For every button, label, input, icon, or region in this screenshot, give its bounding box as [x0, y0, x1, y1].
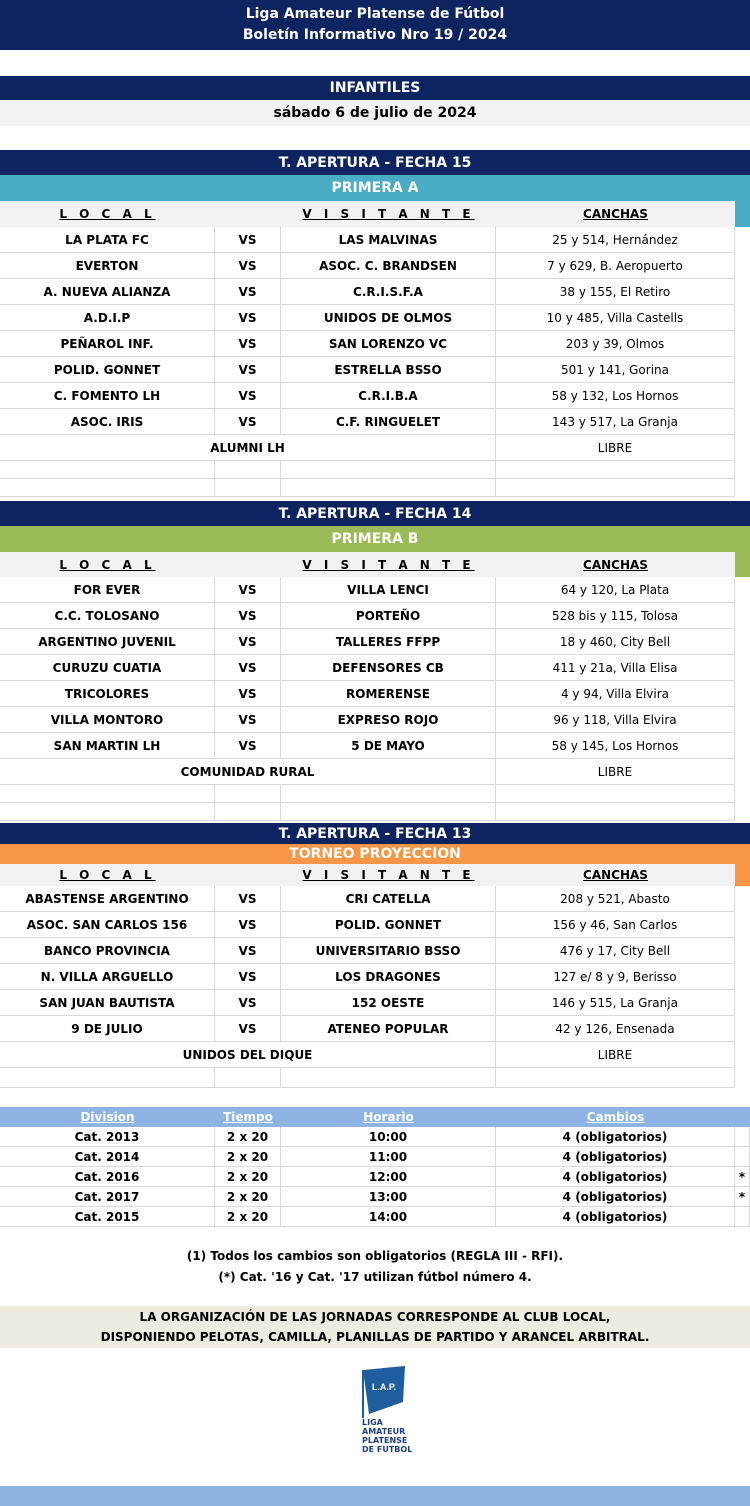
- local-team: C. FOMENTO LH: [0, 383, 215, 408]
- visiting-team: LOS DRAGONES: [281, 964, 496, 989]
- division-title-2: PRIMERA B: [0, 526, 750, 552]
- vs-label: VS: [215, 383, 281, 408]
- field-location: 146 y 515, La Granja: [496, 990, 735, 1015]
- empty-row: [0, 803, 735, 821]
- vs-label: VS: [215, 681, 281, 706]
- division-color-bar: [735, 552, 750, 577]
- note-ball-size: (*) Cat. '16 y Cat. '17 utilizan fútbol número 4.: [218, 1270, 532, 1284]
- vs-label: VS: [215, 409, 281, 434]
- category-row: [0, 1207, 750, 1227]
- bulletin-number: Boletín Informativo Nro 19 / 2024: [242, 27, 508, 43]
- vs-label: VS: [215, 577, 281, 602]
- local-team: VILLA MONTORO: [0, 707, 215, 732]
- category-time: 2 x 20: [215, 1207, 281, 1226]
- bye-row: [0, 759, 735, 785]
- match-row: [0, 357, 735, 383]
- category-time: 2 x 20: [215, 1147, 281, 1166]
- note-changes: (1) Todos los cambios son obligatorios (REGLA III - RFI).: [186, 1249, 564, 1263]
- category-changes: 4 (obligatorios): [496, 1167, 735, 1186]
- vs-label: VS: [215, 629, 281, 654]
- league-name: Liga Amateur Platense de Fútbol: [245, 6, 505, 22]
- empty-row: [0, 461, 735, 479]
- visiting-team: 5 DE MAYO: [281, 733, 496, 758]
- category-time: 2 x 20: [215, 1127, 281, 1146]
- field-location: 208 y 521, Abasto: [496, 886, 735, 911]
- category-row: [0, 1187, 750, 1207]
- category-changes: 4 (obligatorios): [496, 1127, 735, 1146]
- field-location: 58 y 132, Los Hornos: [496, 383, 735, 408]
- field-location: 10 y 485, Villa Castells: [496, 305, 735, 330]
- category-division: Cat. 2015: [0, 1207, 215, 1226]
- bye-team: COMUNIDAD RURAL: [0, 759, 496, 784]
- field-location: 203 y 39, Olmos: [496, 331, 735, 356]
- field-location: 38 y 155, El Retiro: [496, 279, 735, 304]
- category-time: 2 x 20: [215, 1167, 281, 1186]
- category-mark: [735, 1127, 750, 1146]
- vs-label: VS: [215, 253, 281, 278]
- local-team: C.C. TOLOSANO: [0, 603, 215, 628]
- field-location: 18 y 460, City Bell: [496, 629, 735, 654]
- vs-label: VS: [215, 305, 281, 330]
- category-mark: [735, 1207, 750, 1226]
- match-row: [0, 603, 735, 629]
- vs-label: VS: [215, 227, 281, 252]
- match-row: [0, 305, 735, 331]
- local-team: LA PLATA FC: [0, 227, 215, 252]
- field-location: 42 y 126, Ensenada: [496, 1016, 735, 1041]
- vs-label: VS: [215, 655, 281, 680]
- logo-text: LIGA AMATEUR PLATENSE DE FUTBOL: [362, 1418, 413, 1454]
- match-row: [0, 253, 735, 279]
- field-location: 4 y 94, Villa Elvira: [496, 681, 735, 706]
- match-row: [0, 279, 735, 305]
- category-division: Cat. 2014: [0, 1147, 215, 1166]
- visiting-team: ATENEO POPULAR: [281, 1016, 496, 1041]
- match-row: [0, 733, 735, 759]
- empty-row: [0, 1068, 735, 1088]
- local-team: EVERTON: [0, 253, 215, 278]
- local-team: ASOC. IRIS: [0, 409, 215, 434]
- fecha-title-3: T. APERTURA - FECHA 13: [0, 823, 750, 844]
- division-color-bar: [735, 864, 750, 886]
- vs-label: VS: [215, 990, 281, 1015]
- match-row: [0, 577, 735, 603]
- visiting-team: C.F. RINGUELET: [281, 409, 496, 434]
- match-row: [0, 990, 735, 1016]
- vs-label: VS: [215, 707, 281, 732]
- category-row: [0, 1127, 750, 1147]
- field-location: 7 y 629, B. Aeropuerto: [496, 253, 735, 278]
- match-row: [0, 886, 735, 912]
- category-mark: *: [735, 1187, 750, 1206]
- local-team: TRICOLORES: [0, 681, 215, 706]
- category-title: INFANTILES: [0, 76, 750, 100]
- local-team: N. VILLA ARGUELLO: [0, 964, 215, 989]
- division-title-3: TORNEO PROYECCION: [0, 844, 750, 864]
- local-team: SAN JUAN BAUTISTA: [0, 990, 215, 1015]
- local-team: PEÑAROL INF.: [0, 331, 215, 356]
- column-headers: L O C A L V I S I T A N T E CANCHAS: [0, 201, 735, 227]
- local-team: ASOC. SAN CARLOS 156: [0, 912, 215, 937]
- field-location: 501 y 141, Gorina: [496, 357, 735, 382]
- field-location: 476 y 17, City Bell: [496, 938, 735, 963]
- match-row: [0, 629, 735, 655]
- vs-label: VS: [215, 938, 281, 963]
- field-location: 143 y 517, La Granja: [496, 409, 735, 434]
- visiting-team: ASOC. C. BRANDSEN: [281, 253, 496, 278]
- local-team: 9 DE JULIO: [0, 1016, 215, 1041]
- local-team: BANCO PROVINCIA: [0, 938, 215, 963]
- visiting-team: LAS MALVINAS: [281, 227, 496, 252]
- bye-label: LIBRE: [496, 435, 735, 460]
- vs-label: VS: [215, 331, 281, 356]
- visiting-team: POLID. GONNET: [281, 912, 496, 937]
- vs-label: VS: [215, 357, 281, 382]
- category-row: [0, 1167, 750, 1187]
- empty-row: [0, 479, 735, 497]
- visiting-team: UNIDOS DE OLMOS: [281, 305, 496, 330]
- visiting-team: UNIVERSITARIO BSSO: [281, 938, 496, 963]
- fecha-title-1: T. APERTURA - FECHA 15: [0, 150, 750, 175]
- category-schedule: 11:00: [281, 1147, 496, 1166]
- match-row: [0, 912, 735, 938]
- visiting-team: C.R.I.S.F.A: [281, 279, 496, 304]
- match-row: [0, 681, 735, 707]
- logo-badge-text: L.A.P.: [371, 1382, 397, 1392]
- vs-label: VS: [215, 912, 281, 937]
- category-division: Cat. 2016: [0, 1167, 215, 1186]
- bulletin-header: [0, 0, 750, 50]
- fecha-title-2: T. APERTURA - FECHA 14: [0, 501, 750, 526]
- match-row: [0, 655, 735, 681]
- local-team: POLID. GONNET: [0, 357, 215, 382]
- field-location: 58 y 145, Los Hornos: [496, 733, 735, 758]
- field-location: 411 y 21a, Villa Elisa: [496, 655, 735, 680]
- category-schedule: 10:00: [281, 1127, 496, 1146]
- field-location: 96 y 118, Villa Elvira: [496, 707, 735, 732]
- match-row: [0, 409, 735, 435]
- bye-team: ALUMNI LH: [0, 435, 496, 460]
- match-row: [0, 383, 735, 409]
- visiting-team: DEFENSORES CB: [281, 655, 496, 680]
- local-team: A. NUEVA ALIANZA: [0, 279, 215, 304]
- vs-label: VS: [215, 964, 281, 989]
- categories-header: Division Tiempo Horario Cambios: [0, 1107, 750, 1127]
- field-location: 156 y 46, San Carlos: [496, 912, 735, 937]
- category-schedule: 12:00: [281, 1167, 496, 1186]
- footer-bar: [0, 1486, 750, 1506]
- visiting-team: TALLERES FFPP: [281, 629, 496, 654]
- local-team: SAN MARTIN LH: [0, 733, 215, 758]
- field-location: 528 bis y 115, Tolosa: [496, 603, 735, 628]
- bye-label: LIBRE: [496, 1042, 735, 1067]
- column-headers: L O C A L V I S I T A N T E CANCHAS: [0, 864, 735, 886]
- local-team: A.D.I.P: [0, 305, 215, 330]
- category-mark: *: [735, 1167, 750, 1186]
- visiting-team: CRI CATELLA: [281, 886, 496, 911]
- category-mark: [735, 1147, 750, 1166]
- match-row: [0, 331, 735, 357]
- category-division: Cat. 2013: [0, 1127, 215, 1146]
- visiting-team: 152 OESTE: [281, 990, 496, 1015]
- local-team: FOR EVER: [0, 577, 215, 602]
- vs-label: VS: [215, 1016, 281, 1041]
- visiting-team: ROMERENSE: [281, 681, 496, 706]
- field-location: 25 y 514, Hernández: [496, 227, 735, 252]
- visiting-team: C.R.I.B.A: [281, 383, 496, 408]
- field-location: 127 e/ 8 y 9, Berisso: [496, 964, 735, 989]
- category-row: [0, 1147, 750, 1167]
- column-headers: L O C A L V I S I T A N T E CANCHAS: [0, 552, 735, 577]
- match-row: [0, 938, 735, 964]
- category-changes: 4 (obligatorios): [496, 1187, 735, 1206]
- division-color-bar: [735, 201, 750, 227]
- match-row: [0, 964, 735, 990]
- category-changes: 4 (obligatorios): [496, 1207, 735, 1226]
- visiting-team: PORTEÑO: [281, 603, 496, 628]
- visiting-team: ESTRELLA BSSO: [281, 357, 496, 382]
- match-row: [0, 1016, 735, 1042]
- category-schedule: 13:00: [281, 1187, 496, 1206]
- category-schedule: 14:00: [281, 1207, 496, 1226]
- visiting-team: VILLA LENCI: [281, 577, 496, 602]
- vs-label: VS: [215, 886, 281, 911]
- local-team: CURUZU CUATIA: [0, 655, 215, 680]
- organization-notice: LA ORGANIZACIÓN DE LAS JORNADAS CORRESPONDE AL CLUB LOCAL, DISPONIENDO PELOTAS, CAMILLA, PLANILLAS DE PARTIDO Y ARANCEL ARBITRAL.: [0, 1306, 750, 1348]
- match-row: [0, 227, 735, 253]
- match-date: sábado 6 de julio de 2024: [0, 100, 750, 126]
- match-row: [0, 707, 735, 733]
- vs-label: VS: [215, 279, 281, 304]
- visiting-team: SAN LORENZO VC: [281, 331, 496, 356]
- local-team: ARGENTINO JUVENIL: [0, 629, 215, 654]
- category-division: Cat. 2017: [0, 1187, 215, 1206]
- visiting-team: EXPRESO ROJO: [281, 707, 496, 732]
- field-location: 64 y 120, La Plata: [496, 577, 735, 602]
- vs-label: VS: [215, 733, 281, 758]
- bye-row: [0, 435, 735, 461]
- category-time: 2 x 20: [215, 1187, 281, 1206]
- bye-team: UNIDOS DEL DIQUE: [0, 1042, 496, 1067]
- empty-row: [0, 785, 735, 803]
- category-changes: 4 (obligatorios): [496, 1147, 735, 1166]
- vs-label: VS: [215, 603, 281, 628]
- bye-label: LIBRE: [496, 759, 735, 784]
- local-team: ABASTENSE ARGENTINO: [0, 886, 215, 911]
- division-title-1: PRIMERA A: [0, 175, 750, 201]
- bye-row: [0, 1042, 735, 1068]
